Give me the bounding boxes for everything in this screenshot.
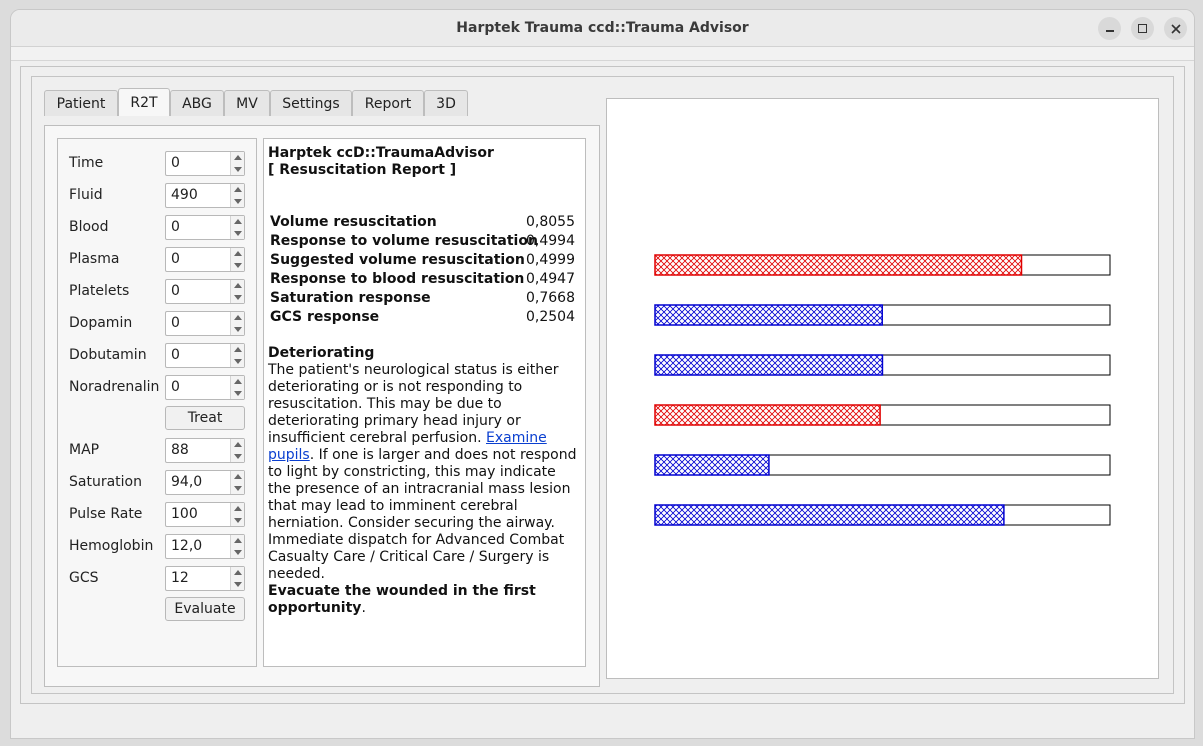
treat-button[interactable]: Treat (165, 406, 245, 430)
pulse-rate-label: Pulse Rate (69, 506, 143, 522)
arrow-up-icon[interactable] (234, 538, 242, 543)
arrow-down-icon[interactable] (234, 167, 242, 172)
spin-arrows[interactable] (230, 248, 244, 271)
report-metrics (270, 214, 575, 328)
platelets-label: Platelets (69, 283, 130, 299)
metric-value: 0,7668 (526, 290, 575, 306)
close-button[interactable] (1164, 17, 1187, 40)
metric-row (270, 214, 575, 233)
spin-arrows[interactable] (230, 439, 244, 462)
arrow-up-icon[interactable] (234, 442, 242, 447)
metric-row (270, 290, 575, 309)
arrow-down-icon[interactable] (234, 391, 242, 396)
dopamin-label: Dopamin (69, 315, 133, 331)
arrow-down-icon[interactable] (234, 199, 242, 204)
saturation-value: 94,0 (171, 474, 203, 490)
arrow-up-icon[interactable] (234, 219, 242, 224)
metric-value: 0,4999 (526, 252, 575, 268)
spin-arrows[interactable] (230, 216, 244, 239)
map-label: MAP (69, 442, 100, 458)
dobutamin-label: Dobutamin (69, 347, 147, 363)
spin-arrows[interactable] (230, 376, 244, 399)
gcs-spinbox[interactable] (165, 566, 245, 591)
blood-spinbox[interactable] (165, 215, 245, 240)
spin-arrows[interactable] (230, 152, 244, 175)
tab-abg[interactable] (170, 90, 224, 116)
arrow-down-icon[interactable] (234, 295, 242, 300)
blood-value: 0 (171, 219, 180, 235)
arrow-down-icon[interactable] (234, 359, 242, 364)
metric-row (270, 233, 575, 252)
hemoglobin-spinbox[interactable] (165, 534, 245, 559)
metric-name: Response to blood resuscitation (270, 271, 525, 287)
arrow-up-icon[interactable] (234, 570, 242, 575)
spin-arrows[interactable] (230, 535, 244, 558)
hemoglobin-value: 12,0 (171, 538, 203, 554)
resuscitation-report (263, 138, 586, 667)
saturation-label: Saturation (69, 474, 142, 490)
hemoglobin-label: Hemoglobin (69, 538, 154, 554)
spin-arrows[interactable] (230, 280, 244, 303)
response-chart (606, 98, 1159, 679)
window-title: Harptek Trauma ccd::Trauma Advisor (456, 20, 749, 36)
report-text: The patient's neurological status is either deteriorating or is not responding to resuscitation. This may be due to deteriorating primary head injury or insufficient cerebral perfusion. (268, 362, 559, 446)
metric-name: GCS response (270, 309, 380, 325)
arrow-down-icon[interactable] (234, 582, 242, 587)
bar-1 (655, 255, 1022, 275)
tab-report[interactable] (352, 90, 424, 116)
close-icon (1171, 24, 1181, 34)
arrow-up-icon[interactable] (234, 474, 242, 479)
time-spinbox[interactable] (165, 151, 245, 176)
arrow-down-icon[interactable] (234, 231, 242, 236)
arrow-up-icon[interactable] (234, 155, 242, 160)
noradrenalin-label: Noradrenalin (69, 379, 160, 395)
platelets-value: 0 (171, 283, 180, 299)
gcs-value: 12 (171, 570, 189, 586)
dopamin-spinbox[interactable] (165, 311, 245, 336)
minimize-icon (1106, 30, 1114, 32)
dobutamin-spinbox[interactable] (165, 343, 245, 368)
fluid-label: Fluid (69, 187, 103, 203)
tab-label: Settings (282, 95, 340, 112)
report-heading: Deteriorating (268, 345, 375, 361)
tab-label: Patient (56, 95, 106, 112)
arrow-down-icon[interactable] (234, 327, 242, 332)
arrow-up-icon[interactable] (234, 251, 242, 256)
spin-arrows[interactable] (230, 344, 244, 367)
tab-label: R2T (130, 94, 158, 111)
bar-4 (655, 405, 880, 425)
metric-value: 0,2504 (526, 309, 575, 325)
tab-label: MV (236, 95, 258, 112)
tab-label: 3D (436, 95, 456, 112)
tab-mv[interactable] (224, 90, 270, 116)
report-subtitle: [ Resuscitation Report ] (268, 162, 457, 178)
report-app-name: Harptek ccD::TraumaAdvisor (268, 145, 494, 161)
metric-name: Volume resuscitation (270, 214, 437, 230)
arrow-up-icon[interactable] (234, 315, 242, 320)
platelets-spinbox[interactable] (165, 279, 245, 304)
dobutamin-value: 0 (171, 347, 180, 363)
maximize-icon (1138, 24, 1147, 33)
report-period: . (361, 600, 366, 616)
tab-settings[interactable] (270, 90, 352, 116)
response-bar-chart (607, 99, 1158, 678)
bar-5 (655, 455, 769, 475)
metric-value: 0,4947 (526, 271, 575, 287)
noradrenalin-value: 0 (171, 379, 180, 395)
examine-pupils-link[interactable]: Examine pupils (268, 430, 547, 463)
map-spinbox[interactable] (165, 438, 245, 463)
maximize-button[interactable] (1131, 17, 1154, 40)
report-title (268, 145, 494, 179)
spin-arrows[interactable] (230, 184, 244, 207)
metric-row (270, 252, 575, 271)
pulse-rate-spinbox[interactable] (165, 502, 245, 527)
gcs-label: GCS (69, 570, 99, 586)
arrow-down-icon[interactable] (234, 486, 242, 491)
arrow-down-icon[interactable] (234, 550, 242, 555)
metric-name: Saturation response (270, 290, 431, 306)
tab-r2t[interactable] (118, 88, 170, 116)
pulse-rate-value: 100 (171, 506, 198, 522)
title-bar (11, 10, 1194, 47)
tab-label: Report (364, 95, 412, 112)
metric-name: Suggested volume resuscitation (270, 252, 525, 268)
arrow-down-icon[interactable] (234, 263, 242, 268)
time-label: Time (69, 155, 104, 171)
spin-arrows[interactable] (230, 312, 244, 335)
report-evacuate-note: Evacuate the wounded in the first opportunity (268, 583, 536, 616)
menu-bar (11, 47, 1194, 61)
metric-row (270, 309, 575, 328)
arrow-up-icon[interactable] (234, 283, 242, 288)
arrow-up-icon[interactable] (234, 379, 242, 384)
metric-name: Response to volume resuscitation (270, 233, 538, 249)
minimize-button[interactable] (1098, 17, 1121, 40)
plasma-value: 0 (171, 251, 180, 267)
report-text-continued: . If one is larger and does not respond to light by constricting, this may indicate the presence of an intracranial mass lesion that may lead to imminent cerebral herniation. Consider securing the airway. Immediate dispatch for Advanced Combat Casualty Care / Critical Care / Surgery is needed. (268, 447, 577, 582)
spin-arrows[interactable] (230, 503, 244, 526)
evaluate-button[interactable]: Evaluate (165, 597, 245, 621)
plasma-spinbox[interactable] (165, 247, 245, 272)
map-value: 88 (171, 442, 189, 458)
bar-3 (655, 355, 882, 375)
noradrenalin-spinbox[interactable] (165, 375, 245, 400)
saturation-spinbox[interactable] (165, 470, 245, 495)
plasma-label: Plasma (69, 251, 120, 267)
bar-2 (655, 305, 882, 325)
bar-6 (655, 505, 1004, 525)
arrow-up-icon[interactable] (234, 506, 242, 511)
arrow-down-icon[interactable] (234, 454, 242, 459)
tab-3d[interactable] (424, 90, 468, 116)
report-body (268, 362, 580, 617)
spin-arrows[interactable] (230, 471, 244, 494)
arrow-up-icon[interactable] (234, 347, 242, 352)
metric-row (270, 271, 575, 290)
fluid-value: 490 (171, 187, 198, 203)
fluid-spinbox[interactable] (165, 183, 245, 208)
spin-arrows[interactable] (230, 567, 244, 590)
blood-label: Blood (69, 219, 109, 235)
tab-label: ABG (182, 95, 212, 112)
tab-patient[interactable] (44, 90, 118, 116)
arrow-down-icon[interactable] (234, 518, 242, 523)
dopamin-value: 0 (171, 315, 180, 331)
metric-value: 0,8055 (526, 214, 575, 230)
arrow-up-icon[interactable] (234, 187, 242, 192)
metric-value: 0,4994 (526, 233, 575, 249)
time-value: 0 (171, 155, 180, 171)
